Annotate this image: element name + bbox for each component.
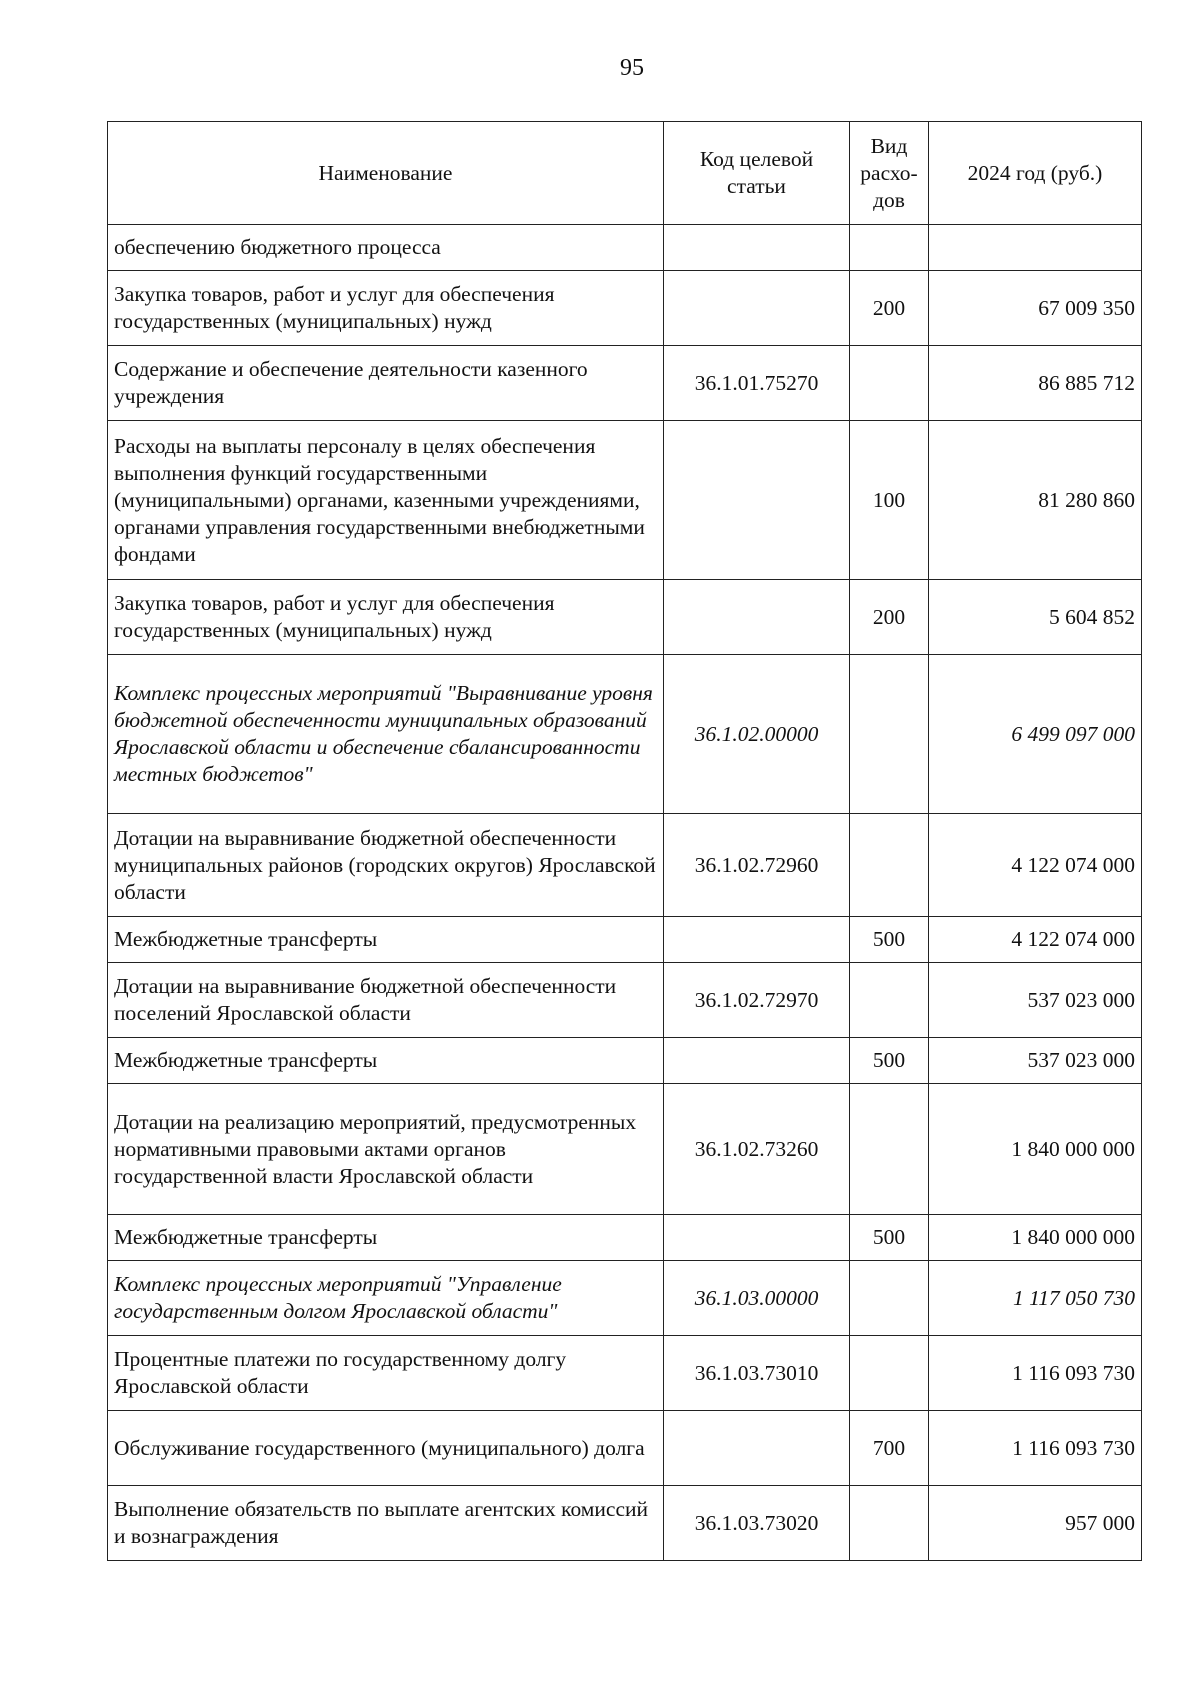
header-sum: 2024 год (руб.) bbox=[929, 122, 1142, 225]
cell-name: Комплекс процессных мероприятий "Выравнивание уровня бюджетной обеспеченности муниципальных образований Ярославской области и обеспечение сбалансированности местных бюджетов" bbox=[108, 655, 664, 814]
cell-name: Выполнение обязательств по выплате агентских комиссий и вознаграждения bbox=[108, 1486, 664, 1561]
cell-code bbox=[664, 580, 850, 655]
cell-kind bbox=[850, 346, 929, 421]
cell-kind: 200 bbox=[850, 271, 929, 346]
cell-name: Содержание и обеспечение деятельности казенного учреждения bbox=[108, 346, 664, 421]
cell-kind bbox=[850, 814, 929, 917]
cell-sum: 67 009 350 bbox=[929, 271, 1142, 346]
cell-sum: 1 840 000 000 bbox=[929, 1215, 1142, 1261]
table-row bbox=[108, 580, 1142, 655]
cell-code bbox=[664, 225, 850, 271]
cell-code: 36.1.02.00000 bbox=[664, 655, 850, 814]
cell-sum: 4 122 074 000 bbox=[929, 814, 1142, 917]
cell-code bbox=[664, 917, 850, 963]
header-kind: Вид расхо-дов bbox=[850, 122, 929, 225]
table-row bbox=[108, 271, 1142, 346]
cell-name: Комплекс процессных мероприятий "Управление государственным долгом Ярославской области" bbox=[108, 1261, 664, 1336]
cell-sum: 1 116 093 730 bbox=[929, 1411, 1142, 1486]
cell-kind: 100 bbox=[850, 421, 929, 580]
table-header bbox=[108, 122, 1142, 225]
cell-kind: 700 bbox=[850, 1411, 929, 1486]
cell-kind bbox=[850, 1336, 929, 1411]
cell-code: 36.1.02.72970 bbox=[664, 963, 850, 1038]
table-row bbox=[108, 1411, 1142, 1486]
cell-kind: 500 bbox=[850, 1038, 929, 1084]
table-row bbox=[108, 346, 1142, 421]
cell-sum: 81 280 860 bbox=[929, 421, 1142, 580]
cell-sum: 1 116 093 730 bbox=[929, 1336, 1142, 1411]
cell-sum: 86 885 712 bbox=[929, 346, 1142, 421]
header-code: Код целевой статьи bbox=[664, 122, 850, 225]
cell-code bbox=[664, 1411, 850, 1486]
cell-name: Процентные платежи по государственному долгу Ярославской области bbox=[108, 1336, 664, 1411]
table-row bbox=[108, 1084, 1142, 1215]
cell-name: Дотации на реализацию мероприятий, предусмотренных нормативными правовыми актами органов государственной власти Ярославской области bbox=[108, 1084, 664, 1215]
cell-kind bbox=[850, 225, 929, 271]
cell-sum: 5 604 852 bbox=[929, 580, 1142, 655]
table-row bbox=[108, 917, 1142, 963]
table-row bbox=[108, 1336, 1142, 1411]
cell-code: 36.1.02.72960 bbox=[664, 814, 850, 917]
cell-name: Межбюджетные трансферты bbox=[108, 1215, 664, 1261]
cell-kind bbox=[850, 655, 929, 814]
cell-name: обеспечению бюджетного процесса bbox=[108, 225, 664, 271]
table-row bbox=[108, 1261, 1142, 1336]
header-name: Наименование bbox=[108, 122, 664, 225]
cell-name: Дотации на выравнивание бюджетной обеспеченности муниципальных районов (городских округов) Ярославской области bbox=[108, 814, 664, 917]
cell-kind bbox=[850, 1084, 929, 1215]
cell-code: 36.1.01.75270 bbox=[664, 346, 850, 421]
cell-sum: 4 122 074 000 bbox=[929, 917, 1142, 963]
table-row bbox=[108, 963, 1142, 1038]
cell-kind: 500 bbox=[850, 1215, 929, 1261]
cell-name: Закупка товаров, работ и услуг для обеспечения государственных (муниципальных) нужд bbox=[108, 580, 664, 655]
cell-name: Межбюджетные трансферты bbox=[108, 1038, 664, 1084]
cell-code: 36.1.03.73010 bbox=[664, 1336, 850, 1411]
budget-table bbox=[107, 121, 1142, 1561]
cell-code bbox=[664, 421, 850, 580]
cell-kind: 200 bbox=[850, 580, 929, 655]
cell-kind bbox=[850, 1261, 929, 1336]
table-row bbox=[108, 655, 1142, 814]
table-row bbox=[108, 225, 1142, 271]
cell-code bbox=[664, 271, 850, 346]
page-number: 95 bbox=[620, 55, 644, 81]
cell-sum: 6 499 097 000 bbox=[929, 655, 1142, 814]
cell-kind bbox=[850, 963, 929, 1038]
cell-sum bbox=[929, 225, 1142, 271]
table-row bbox=[108, 1215, 1142, 1261]
cell-name: Дотации на выравнивание бюджетной обеспеченности поселений Ярославской области bbox=[108, 963, 664, 1038]
table-body bbox=[108, 225, 1142, 1561]
cell-code bbox=[664, 1215, 850, 1261]
cell-kind: 500 bbox=[850, 917, 929, 963]
cell-sum: 537 023 000 bbox=[929, 963, 1142, 1038]
cell-code: 36.1.02.73260 bbox=[664, 1084, 850, 1215]
cell-name: Закупка товаров, работ и услуг для обеспечения государственных (муниципальных) нужд bbox=[108, 271, 664, 346]
cell-code: 36.1.03.73020 bbox=[664, 1486, 850, 1561]
cell-sum: 1 117 050 730 bbox=[929, 1261, 1142, 1336]
cell-code: 36.1.03.00000 bbox=[664, 1261, 850, 1336]
table-row bbox=[108, 1038, 1142, 1084]
cell-kind bbox=[850, 1486, 929, 1561]
cell-name: Расходы на выплаты персоналу в целях обеспечения выполнения функций государственными (муниципальными) органами, казенными учреждениями, органами управления государственными внебюджетными фондами bbox=[108, 421, 664, 580]
cell-sum: 1 840 000 000 bbox=[929, 1084, 1142, 1215]
table-row bbox=[108, 1486, 1142, 1561]
cell-name: Обслуживание государственного (муниципального) долга bbox=[108, 1411, 664, 1486]
cell-sum: 537 023 000 bbox=[929, 1038, 1142, 1084]
table-row bbox=[108, 814, 1142, 917]
cell-sum: 957 000 bbox=[929, 1486, 1142, 1561]
cell-code bbox=[664, 1038, 850, 1084]
cell-name: Межбюджетные трансферты bbox=[108, 917, 664, 963]
table-row bbox=[108, 421, 1142, 580]
